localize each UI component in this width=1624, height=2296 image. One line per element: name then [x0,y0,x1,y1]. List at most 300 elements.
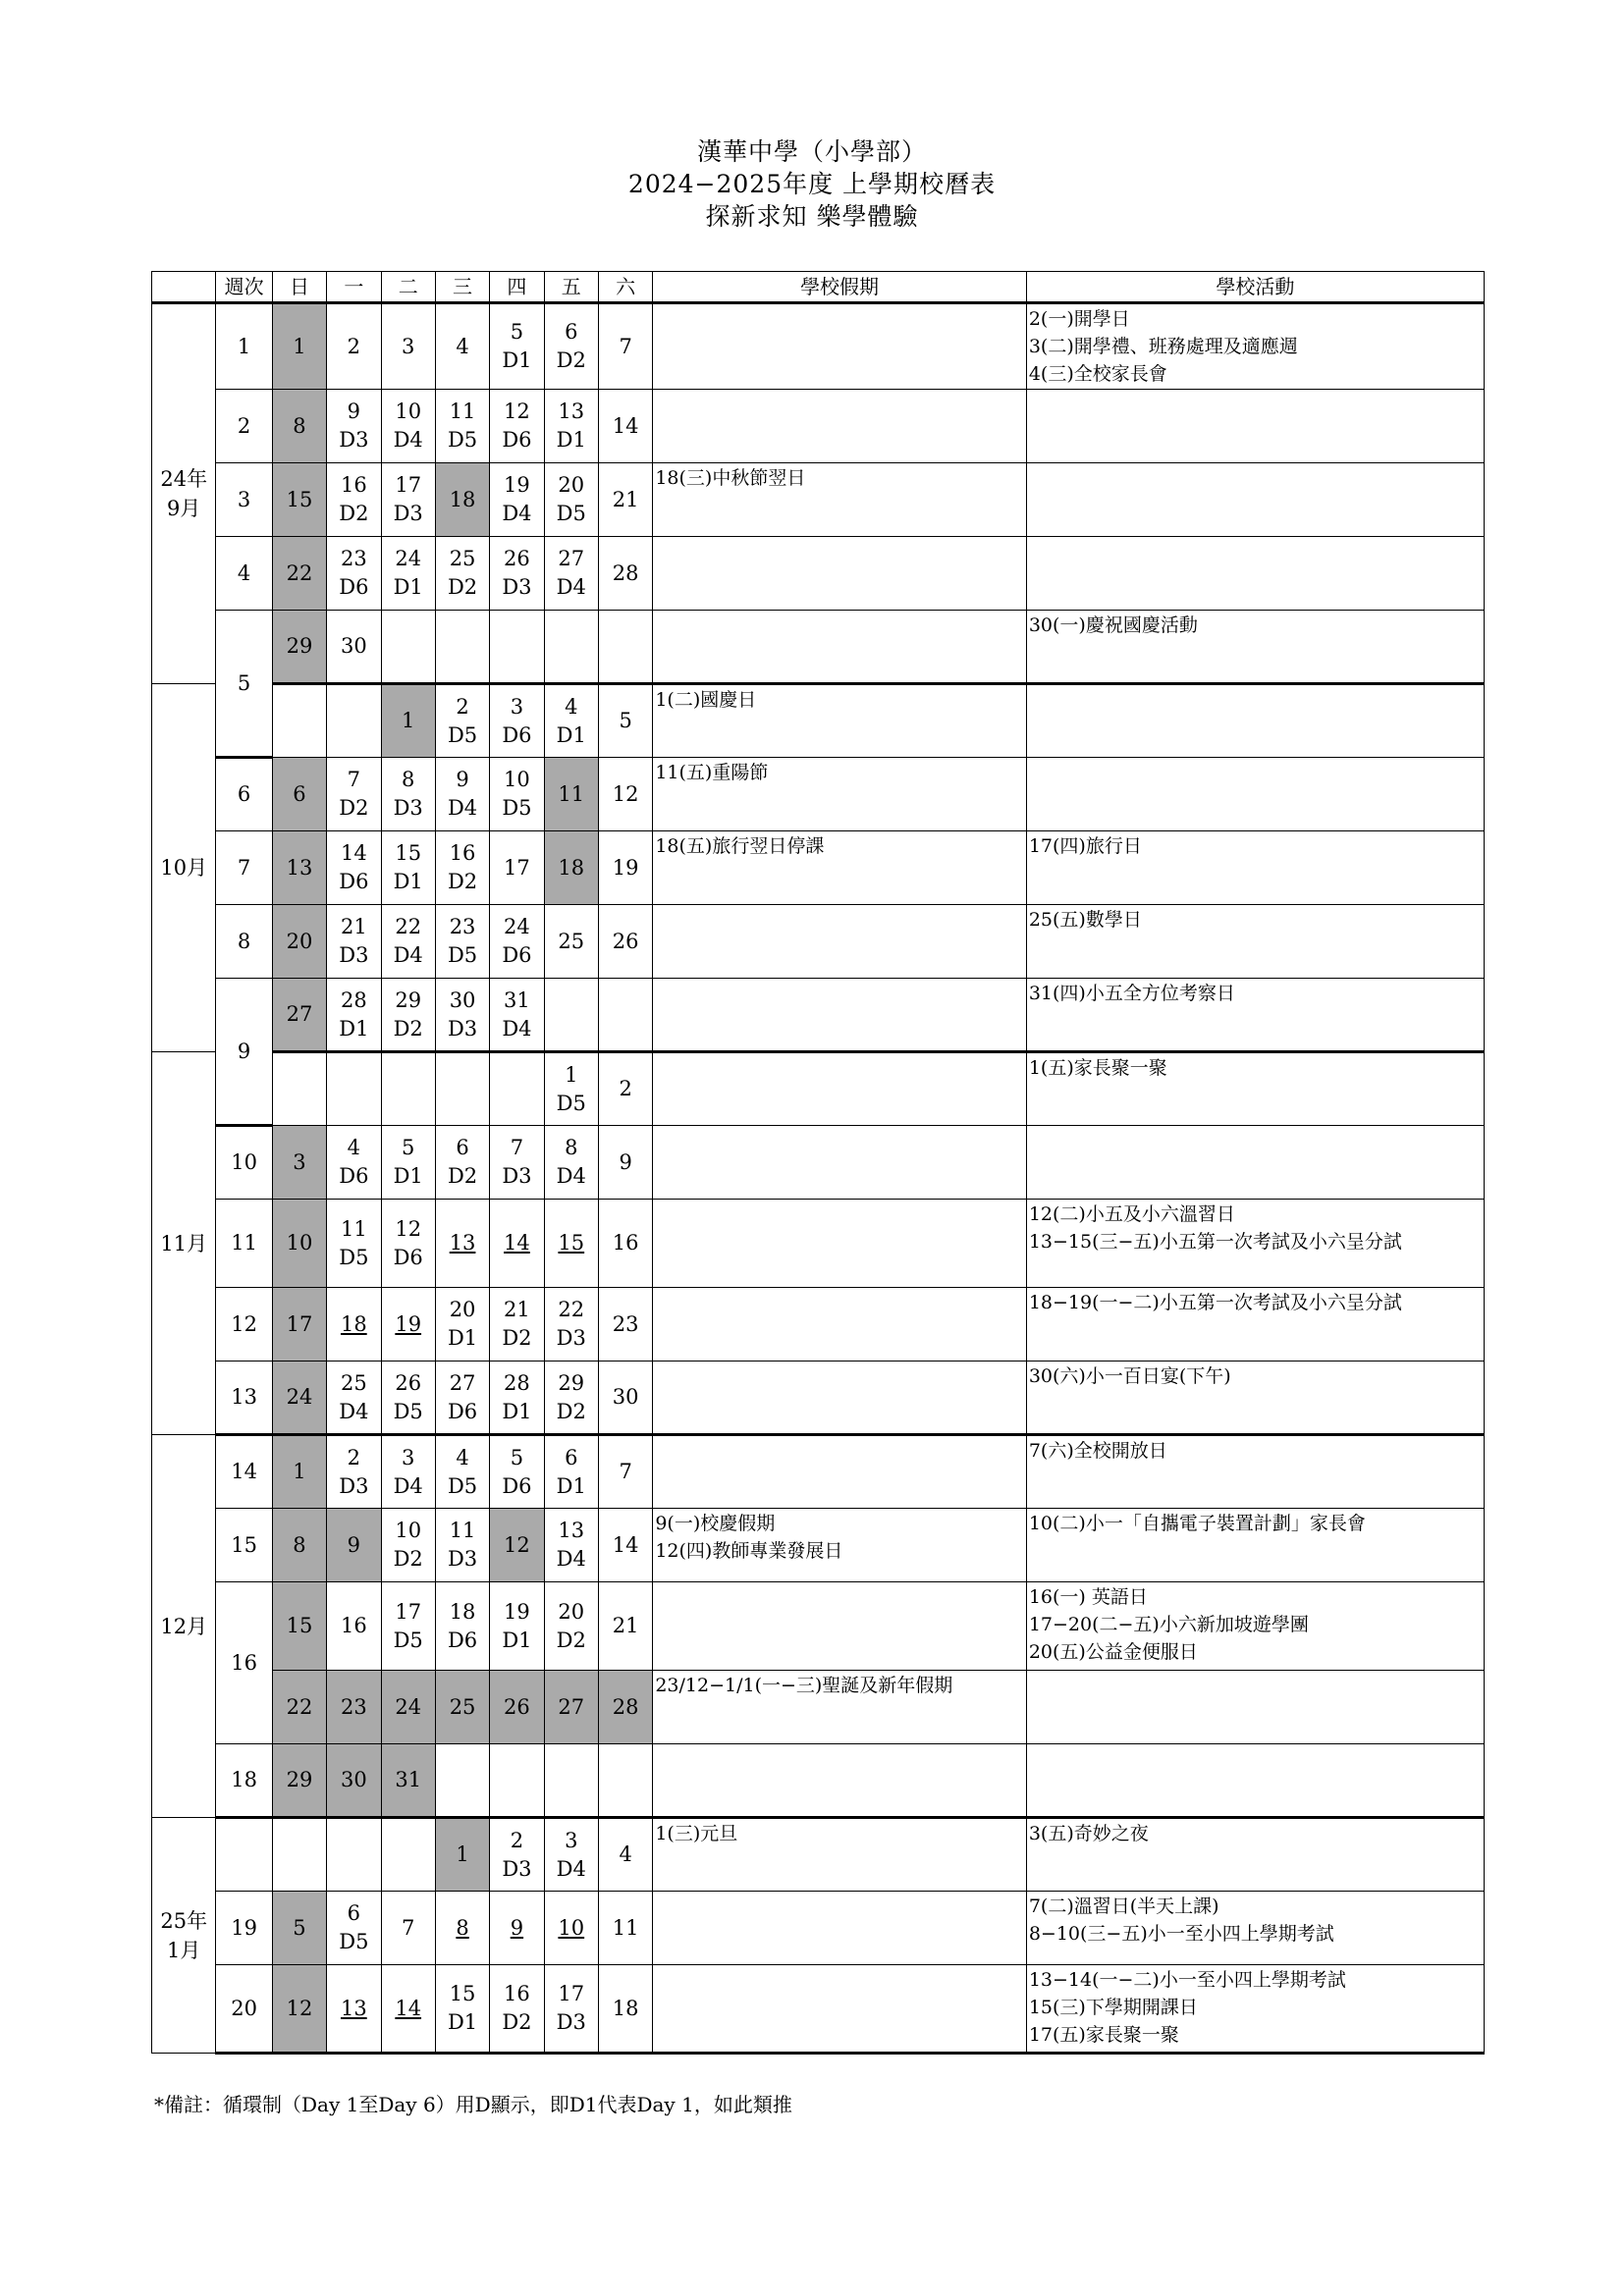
day-cell [327,1892,381,1965]
day-cell [490,684,544,758]
activity-cell [1026,1126,1484,1200]
cycle-day: D2 [556,348,586,372]
day-cell [327,1288,381,1362]
day-cell [272,303,326,390]
day-number: 22 [558,1298,585,1321]
day-number: 23 [340,547,367,570]
activity-cell [1026,1818,1484,1892]
header-day-sat: 六 [598,272,652,303]
activity-cell [1026,537,1484,611]
cycle-day: D5 [447,428,478,452]
day-cell [598,1892,652,1965]
day-cell [381,1892,435,1965]
day-cell [435,537,489,611]
activity-entry: 10(二)小一「自攜電子裝置計劃」家長會 [1028,1513,1366,1534]
day-number: 27 [558,1694,585,1719]
holiday-entry: 11(五)重陽節 [655,762,769,783]
cycle-day: D1 [556,428,586,452]
cycle-day: D5 [556,1091,586,1115]
holiday-cell [653,758,1027,831]
table-row [152,1200,1485,1288]
day-cell [327,1744,381,1818]
day-number: 6 [347,1901,361,1925]
day-number: 22 [286,1694,313,1719]
day-cell [435,1052,489,1126]
day-cell [272,463,326,537]
day-cell [327,1965,381,2054]
month-label [152,1818,216,2054]
day-number: 28 [504,1370,530,1395]
day-number: 29 [286,1768,313,1791]
day-cell [327,1200,381,1288]
activity-cell [1026,684,1484,758]
cycle-day: D5 [447,1473,478,1498]
day-cell [490,758,544,831]
day-number: 12 [286,1996,313,2020]
activity-cell [1026,1892,1484,1965]
table-row [152,611,1485,684]
holiday-cell [653,1744,1027,1818]
activity-cell [1026,1435,1484,1509]
day-cell [435,1582,489,1671]
day-number: 1 [293,334,306,358]
cycle-day: D1 [447,2010,478,2034]
day-cell [381,390,435,463]
holiday-entry: 1(二)國慶日 [655,689,757,711]
day-number: 23 [340,1694,367,1719]
week-number: 16 [216,1582,272,1744]
cycle-day: D2 [447,575,478,599]
day-number: 9 [510,1915,524,1940]
day-cell [544,1435,598,1509]
day-number: 1 [565,1062,578,1087]
day-number: 11 [612,1915,639,1940]
day-number: 17 [395,1599,422,1624]
calendar-body [152,303,1485,2054]
day-cell [490,390,544,463]
day-cell [544,1582,598,1671]
cycle-day: D6 [339,1164,369,1188]
header-day-fri: 五 [544,272,598,303]
cycle-day: D3 [502,575,532,599]
cycle-day: D2 [502,1326,532,1350]
day-cell [490,1200,544,1288]
activity-entry: 30(一)慶祝國慶活動 [1028,614,1198,636]
activity-entry: 15(三)下學期開課日 [1028,1997,1198,2018]
day-cell [435,303,489,390]
week-number: 9 [216,979,272,1126]
day-number: 3 [293,1149,306,1174]
day-cell [598,303,652,390]
day-number: 8 [402,768,415,791]
table-row [152,905,1485,979]
activity-entry: 4(三)全校家長會 [1028,363,1167,385]
day-cell [435,390,489,463]
table-header-row [152,272,1485,303]
table-row [152,1744,1485,1818]
activity-entry: 17(四)旅行日 [1028,835,1142,857]
table-row [152,684,1485,758]
day-cell [490,1509,544,1582]
day-cell [272,611,326,684]
week-number: 18 [216,1744,272,1818]
day-cell [598,831,652,905]
day-number: 5 [510,320,524,344]
day-cell [598,1509,652,1582]
day-number: 8 [293,413,306,438]
activity-cell [1026,390,1484,463]
table-row [152,463,1485,537]
activity-entry: 17−20(二−五)小六新加坡遊學團 [1028,1614,1309,1635]
cycle-day: D6 [447,1628,478,1652]
week-number: 4 [216,537,272,611]
day-number: 2 [347,334,361,358]
cycle-day: D1 [393,575,423,599]
day-cell [490,905,544,979]
cycle-day: D5 [502,796,532,820]
day-number: 25 [340,1370,367,1395]
day-number: 6 [456,1136,469,1159]
day-number: 24 [286,1385,313,1409]
day-cell [544,1509,598,1582]
month-text: 12月 [160,1614,208,1638]
activity-entry: 13−15(三−五)小五第一次考試及小六呈分試 [1028,1231,1402,1253]
day-cell [272,979,326,1052]
day-cell [544,1818,598,1892]
cycle-day: D6 [339,575,369,599]
day-cell [544,1052,598,1126]
holiday-cell [653,1582,1027,1671]
day-cell [598,1818,652,1892]
day-number: 28 [612,1694,639,1719]
day-cell [598,537,652,611]
day-cell [381,1582,435,1671]
cycle-day: D4 [393,428,423,452]
day-number: 12 [395,1216,422,1241]
day-number: 5 [293,1915,306,1940]
holiday-cell [653,1200,1027,1288]
month-label [152,1435,216,1818]
day-number: 20 [449,1298,476,1321]
cycle-day: D2 [556,1628,586,1652]
day-number: 14 [395,1996,422,2020]
day-cell [327,390,381,463]
day-number: 14 [612,413,639,438]
cycle-day: D1 [393,870,423,893]
header-holidays: 學校假期 [653,272,1027,303]
cycle-day: D3 [339,1473,369,1498]
day-number: 13 [558,1519,585,1542]
cycle-day: D5 [339,1930,369,1953]
document-header [0,135,1624,233]
cycle-day: D3 [502,1856,532,1881]
activity-entry: 30(六)小一百日宴(下午) [1028,1365,1231,1387]
day-cell [327,1671,381,1744]
day-number: 14 [340,841,367,865]
cycle-day: D6 [502,943,532,967]
day-number: 25 [449,1694,476,1719]
day-cell [544,611,598,684]
cycle-day: D6 [447,1399,478,1423]
day-number: 5 [510,1445,524,1469]
day-number: 15 [449,1982,476,2005]
holiday-cell [653,390,1027,463]
activity-cell [1026,1744,1484,1818]
day-cell [490,611,544,684]
day-number: 25 [558,929,585,953]
day-number: 26 [504,1694,530,1719]
day-cell [598,905,652,979]
activity-cell [1026,1671,1484,1744]
cycle-day: D5 [447,722,478,747]
week-number: 7 [216,831,272,905]
day-cell [435,1818,489,1892]
holiday-cell [653,303,1027,390]
day-cell [435,1744,489,1818]
day-cell [272,831,326,905]
cycle-day: D4 [447,796,478,820]
activity-entry: 13−14(一−二)小一至小四上學期考試 [1028,1969,1346,1991]
activity-entry: 8−10(三−五)小一至小四上學期考試 [1028,1923,1334,1945]
cycle-day: D3 [393,502,423,525]
day-number: 20 [286,929,313,953]
day-number: 4 [565,694,578,719]
day-number: 21 [612,487,639,511]
activity-entry: 1(五)家長聚一聚 [1028,1057,1167,1079]
day-cell [327,463,381,537]
cycle-day: D5 [393,1628,423,1652]
day-cell [544,979,598,1052]
cycle-day: D5 [447,943,478,967]
day-cell [598,390,652,463]
day-cell [327,611,381,684]
day-cell [381,537,435,611]
cycle-day: D2 [393,1016,423,1041]
activity-entry: 16(一) 英語日 [1028,1586,1148,1608]
cycle-day: D6 [502,428,532,452]
week-number: 13 [216,1362,272,1435]
cycle-day: D1 [556,722,586,747]
day-cell [272,1435,326,1509]
week-number: 12 [216,1288,272,1362]
cycle-day: D3 [339,943,369,967]
week-number: 5 [216,611,272,758]
day-cell [544,905,598,979]
day-cell [381,1509,435,1582]
day-number: 11 [558,781,585,806]
month-text: 10月 [160,856,208,880]
cycle-day: D3 [502,1164,532,1188]
cycle-day: D3 [339,428,369,452]
day-number: 14 [612,1532,639,1557]
day-number: 17 [395,473,422,497]
day-number: 3 [510,694,524,719]
day-cell [598,1435,652,1509]
day-number: 18 [612,1996,639,2020]
cycle-day: D2 [339,796,369,820]
month-text: 9月 [167,497,201,520]
day-number: 14 [504,1231,530,1255]
day-number: 7 [402,1915,415,1940]
day-cell [327,1126,381,1200]
day-cell [490,1582,544,1671]
day-cell [544,831,598,905]
day-number: 18 [449,1599,476,1624]
day-number: 21 [504,1298,530,1321]
day-cell [381,463,435,537]
day-cell [490,1288,544,1362]
cycle-day: D2 [447,1164,478,1188]
day-number: 15 [558,1231,585,1255]
cycle-day: D4 [556,575,586,599]
day-number: 21 [340,915,367,938]
day-cell [544,1288,598,1362]
day-cell [544,1200,598,1288]
day-cell [327,979,381,1052]
week-number: 20 [216,1965,272,2054]
day-cell [490,979,544,1052]
day-cell [544,463,598,537]
day-cell [272,1126,326,1200]
week-number: 6 [216,758,272,831]
day-cell [381,1435,435,1509]
month-text: 11月 [160,1231,208,1255]
day-number: 16 [449,841,476,865]
holiday-cell [653,1509,1027,1582]
day-cell [435,1288,489,1362]
day-number: 13 [558,400,585,423]
day-number: 22 [395,915,422,938]
holiday-cell [653,1671,1027,1744]
activity-entry: 18−19(一−二)小五第一次考試及小六呈分試 [1028,1292,1402,1313]
cycle-day: D1 [502,1628,532,1652]
day-cell [272,1582,326,1671]
table-row [152,1435,1485,1509]
school-motto: 探新求知 樂學體驗 [705,202,919,231]
activity-entry: 2(一)開學日 [1028,308,1130,330]
holiday-entry: 23/12−1/1(一−三)聖誕及新年假期 [655,1675,953,1696]
day-cell [435,1509,489,1582]
cycle-day: D3 [556,2010,586,2034]
day-number: 5 [402,1136,415,1159]
cycle-day: D1 [502,348,532,372]
day-cell [381,1052,435,1126]
day-cell [272,1892,326,1965]
holiday-entry: 9(一)校慶假期 [655,1513,776,1534]
day-cell [435,1200,489,1288]
day-number: 2 [619,1077,632,1100]
week-number: 10 [216,1126,272,1200]
day-cell [435,1126,489,1200]
day-number: 2 [347,1445,361,1469]
holiday-cell [653,1126,1027,1200]
day-cell [490,537,544,611]
day-number: 26 [504,547,530,570]
day-cell [381,1288,435,1362]
day-cell [598,979,652,1052]
cycle-day: D6 [502,722,532,747]
day-cell [381,303,435,390]
cycle-day: D2 [393,1547,423,1571]
school-name: 漢華中學（小學部） [696,137,927,166]
day-cell [272,390,326,463]
day-cell [435,1435,489,1509]
day-cell [435,1892,489,1965]
holiday-cell [653,1892,1027,1965]
cycle-day: D4 [556,1547,586,1571]
day-cell [327,1818,381,1892]
day-cell [598,1052,652,1126]
week-number: 19 [216,1892,272,1965]
day-cell [598,1744,652,1818]
header-day-mon: 一 [327,272,381,303]
day-number: 6 [565,1445,578,1469]
day-number: 21 [612,1614,639,1637]
cycle-day: D6 [502,1473,532,1498]
day-cell [544,303,598,390]
day-cell [544,684,598,758]
holiday-cell [653,463,1027,537]
day-cell [381,1818,435,1892]
cycle-day: D2 [447,870,478,893]
holiday-cell [653,905,1027,979]
day-cell [598,1200,652,1288]
day-cell [272,684,326,758]
activity-cell [1026,1200,1484,1288]
month-text: 25年 [160,1908,208,1933]
cycle-day: D1 [447,1326,478,1350]
holiday-cell [653,1435,1027,1509]
day-number: 15 [286,487,313,511]
table-row [152,1288,1485,1362]
day-cell [381,979,435,1052]
cycle-day: D5 [339,1245,369,1269]
day-cell [327,684,381,758]
day-number: 9 [456,768,469,791]
activity-entry: 20(五)公益金便服日 [1028,1641,1198,1663]
table-row [152,1671,1485,1744]
table-row [152,1965,1485,2054]
cycle-day: D4 [393,943,423,967]
holiday-cell [653,1362,1027,1435]
day-number: 4 [456,1445,469,1469]
header-day-sun: 日 [272,272,326,303]
day-cell [272,905,326,979]
activity-cell [1026,758,1484,831]
day-cell [327,758,381,831]
week-number: 2 [216,390,272,463]
day-cell [598,1582,652,1671]
day-number: 23 [612,1311,639,1336]
day-cell [544,1126,598,1200]
day-number: 9 [347,1532,361,1557]
day-number: 4 [347,1136,361,1159]
activity-cell [1026,1582,1484,1671]
cycle-day: D4 [339,1399,369,1423]
day-number: 24 [395,1694,422,1719]
table-row [152,758,1485,831]
day-cell [381,1965,435,2054]
table-row [152,390,1485,463]
day-cell [327,905,381,979]
day-cell [598,1288,652,1362]
day-cell [381,905,435,979]
holiday-cell [653,537,1027,611]
day-number: 24 [504,915,530,938]
day-cell [381,758,435,831]
holiday-cell [653,1052,1027,1126]
day-number: 22 [286,561,313,585]
